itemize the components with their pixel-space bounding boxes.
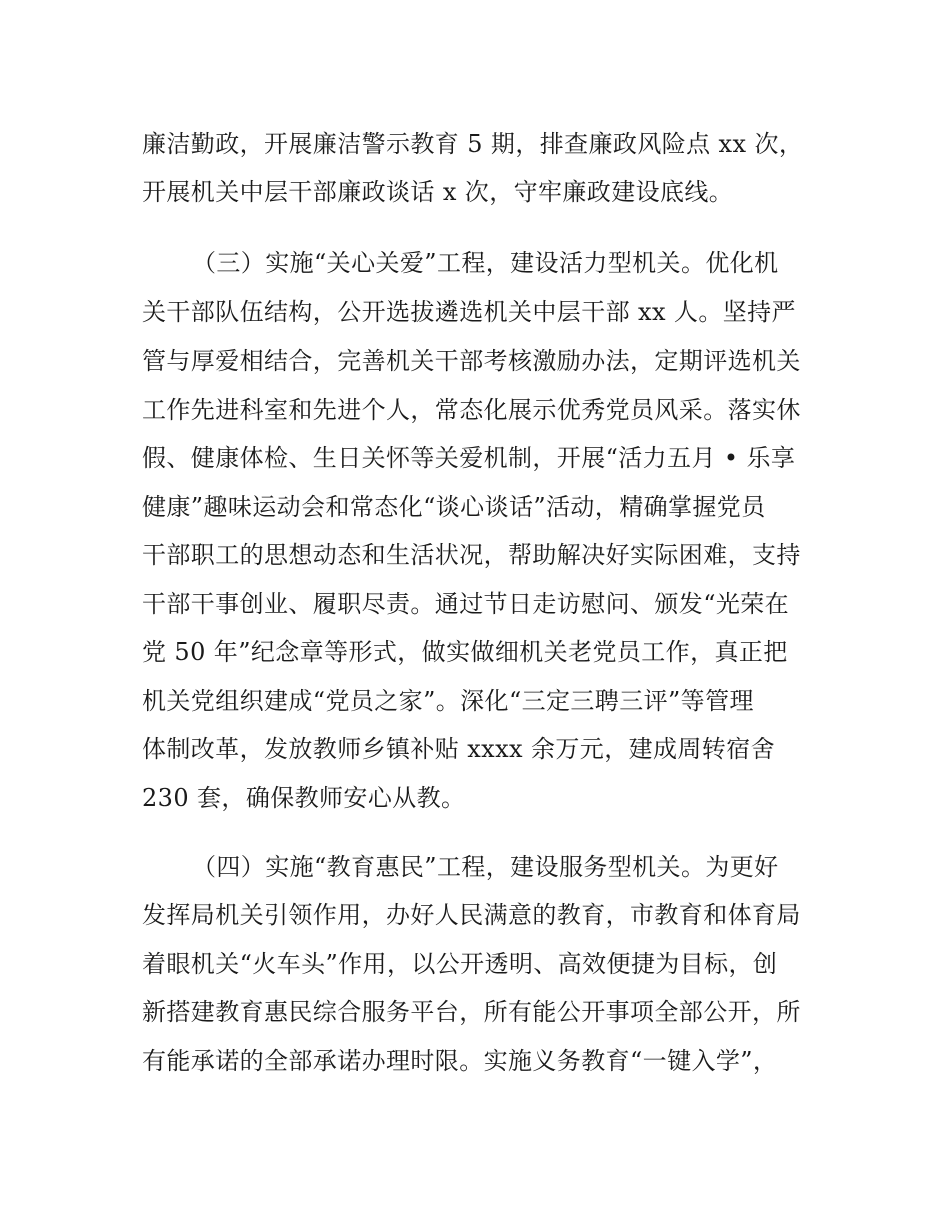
paragraph-2-line-5: 假、健康体检、生日关怀等关爱机制，开展“活力五月 • 乐享 (142, 444, 796, 472)
paragraph-3-line-5: 有能承诺的全部承诺办理时限。实施义务教育“一键入学”， (142, 1047, 778, 1075)
paragraph-3-line-1: （四）实施“教育惠民”工程，建设服务型机关。为更好 (192, 853, 779, 881)
paragraph-1-line-1: 廉洁勤政，开展廉洁警示教育 5 期，排查廉政风险点 xx 次， (142, 130, 804, 158)
paragraph-2-line-7: 干部职工的思想动态和生活状况，帮助解决好实际困难，支持 (142, 541, 801, 569)
paragraph-3-line-3: 着眼机关“火车头”作用，以公开透明、高效便捷为目标，创 (142, 950, 778, 978)
paragraph-2-line-1: （三）实施“关心关爱”工程，建设活力型机关。优化机 (192, 249, 779, 277)
paragraph-2-line-8: 干部干事创业、履职尽责。通过节日走访慰问、颁发“光荣在 (142, 590, 790, 618)
paragraph-2-line-9: 党 50 年”纪念章等形式，做实做细机关老党员工作，真正把 (142, 638, 788, 666)
paragraph-1-line-2: 开展机关中层干部廉政谈话 x 次，守牢廉政建设底线。 (142, 178, 734, 206)
paragraph-2-line-2: 关干部队伍结构，公开选拔遴选机关中层干部 xx 人。坚持严 (142, 298, 796, 326)
paragraph-2-line-4: 工作先进科室和先进个人，常态化展示优秀党员风采。落实休 (142, 396, 801, 424)
paragraph-2-line-12: 230 套，确保教师安心从教。 (142, 784, 466, 812)
paragraph-2-line-11: 体制改革，发放教师乡镇补贴 xxxx 余万元，建成周转宿舍 (142, 735, 775, 763)
paragraph-3-line-4: 新搭建教育惠民综合服务平台，所有能公开事项全部公开，所 (142, 998, 801, 1026)
paragraph-2-line-6: 健康”趣味运动会和常态化“谈心谈话”活动，精确掌握党员 (142, 493, 766, 521)
paragraph-2-line-10: 机关党组织建成“党员之家”。深化“三定三聘三评”等管理 (142, 687, 754, 715)
paragraph-3-line-2: 发挥局机关引领作用，办好人民满意的教育，市教育和体育局 (142, 901, 801, 929)
paragraph-2-line-3: 管与厚爱相结合，完善机关干部考核激励办法，定期评选机关 (142, 347, 801, 375)
